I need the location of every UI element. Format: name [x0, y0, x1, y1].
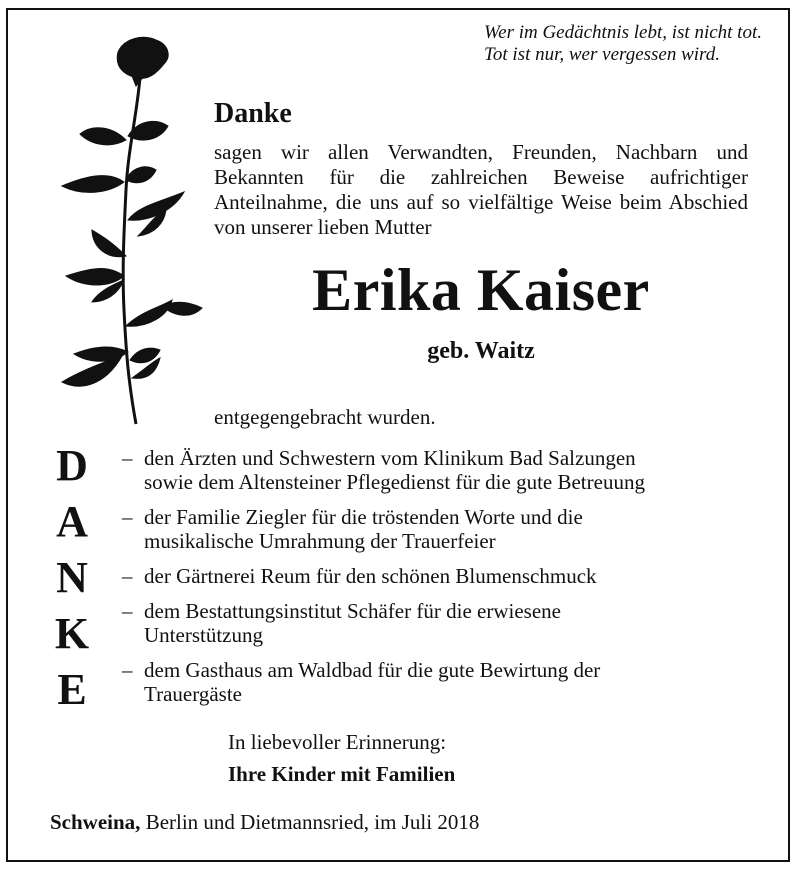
list-item [122, 564, 762, 588]
place-town: Schweina, [50, 810, 141, 834]
item-line: Trauergäste [144, 682, 242, 706]
memorial-quote [484, 22, 762, 66]
place-rest: Berlin und Dietmannsried, im Juli 2018 [140, 810, 480, 834]
item-line: sowie dem Altensteiner Pflegedienst für die gute Betreuung [144, 470, 645, 494]
item-line: dem Bestattungsinstitut Schäfer für die erwiesene [144, 599, 561, 623]
item-dash: – [122, 599, 133, 623]
rose-icon [52, 30, 208, 430]
received-text: entgegengebracht wurden. [214, 405, 436, 429]
item-line: der Familie Ziegler für die tröstenden Worte und die [144, 505, 583, 529]
birth-name: geb. Waitz [427, 338, 535, 364]
item-line: Unterstützung [144, 623, 263, 647]
list-item [122, 505, 762, 553]
item-dash: – [122, 658, 133, 682]
side-letter: E [57, 665, 87, 714]
list-item [122, 658, 762, 706]
thanks-list [122, 446, 762, 717]
item-dash: – [122, 564, 133, 588]
list-item [122, 599, 762, 647]
item-dash: – [122, 446, 133, 470]
signers: Ihre Kinder mit Familien [228, 762, 456, 786]
quote-line-1: Wer im Gedächtnis lebt, ist nicht tot. [484, 22, 762, 43]
place-date [50, 810, 479, 835]
side-letter: K [54, 609, 90, 658]
memory-line: In liebevoller Erinnerung: [228, 730, 447, 754]
heading-danke: Danke [214, 98, 292, 129]
side-letter: D [56, 441, 88, 490]
side-letters [48, 438, 96, 718]
item-line: musikalische Umrahmung der Trauerfeier [144, 529, 496, 553]
item-line: den Ärzten und Schwestern vom Klinikum Bad Salzungen [144, 446, 636, 470]
side-letter: A [56, 497, 88, 546]
list-item [122, 446, 762, 494]
item-line: dem Gasthaus am Waldbad für die gute Bewirtung der [144, 658, 601, 682]
intro-paragraph: sagen wir allen Verwandten, Freunden, Nachbarn und Bekannten für die zahlreichen Beweise aufrichtiger Anteilnahme, die uns auf so vielfältige Weise beim Abschied von unserer lieben Mutter [214, 140, 748, 239]
side-letter: N [56, 553, 88, 602]
quote-line-2: Tot ist nur, wer vergessen wird. [484, 44, 720, 65]
deceased-name: Erika Kaiser [312, 257, 650, 323]
item-dash: – [122, 505, 133, 529]
item-line: der Gärtnerei Reum für den schönen Blumenschmuck [144, 564, 597, 588]
